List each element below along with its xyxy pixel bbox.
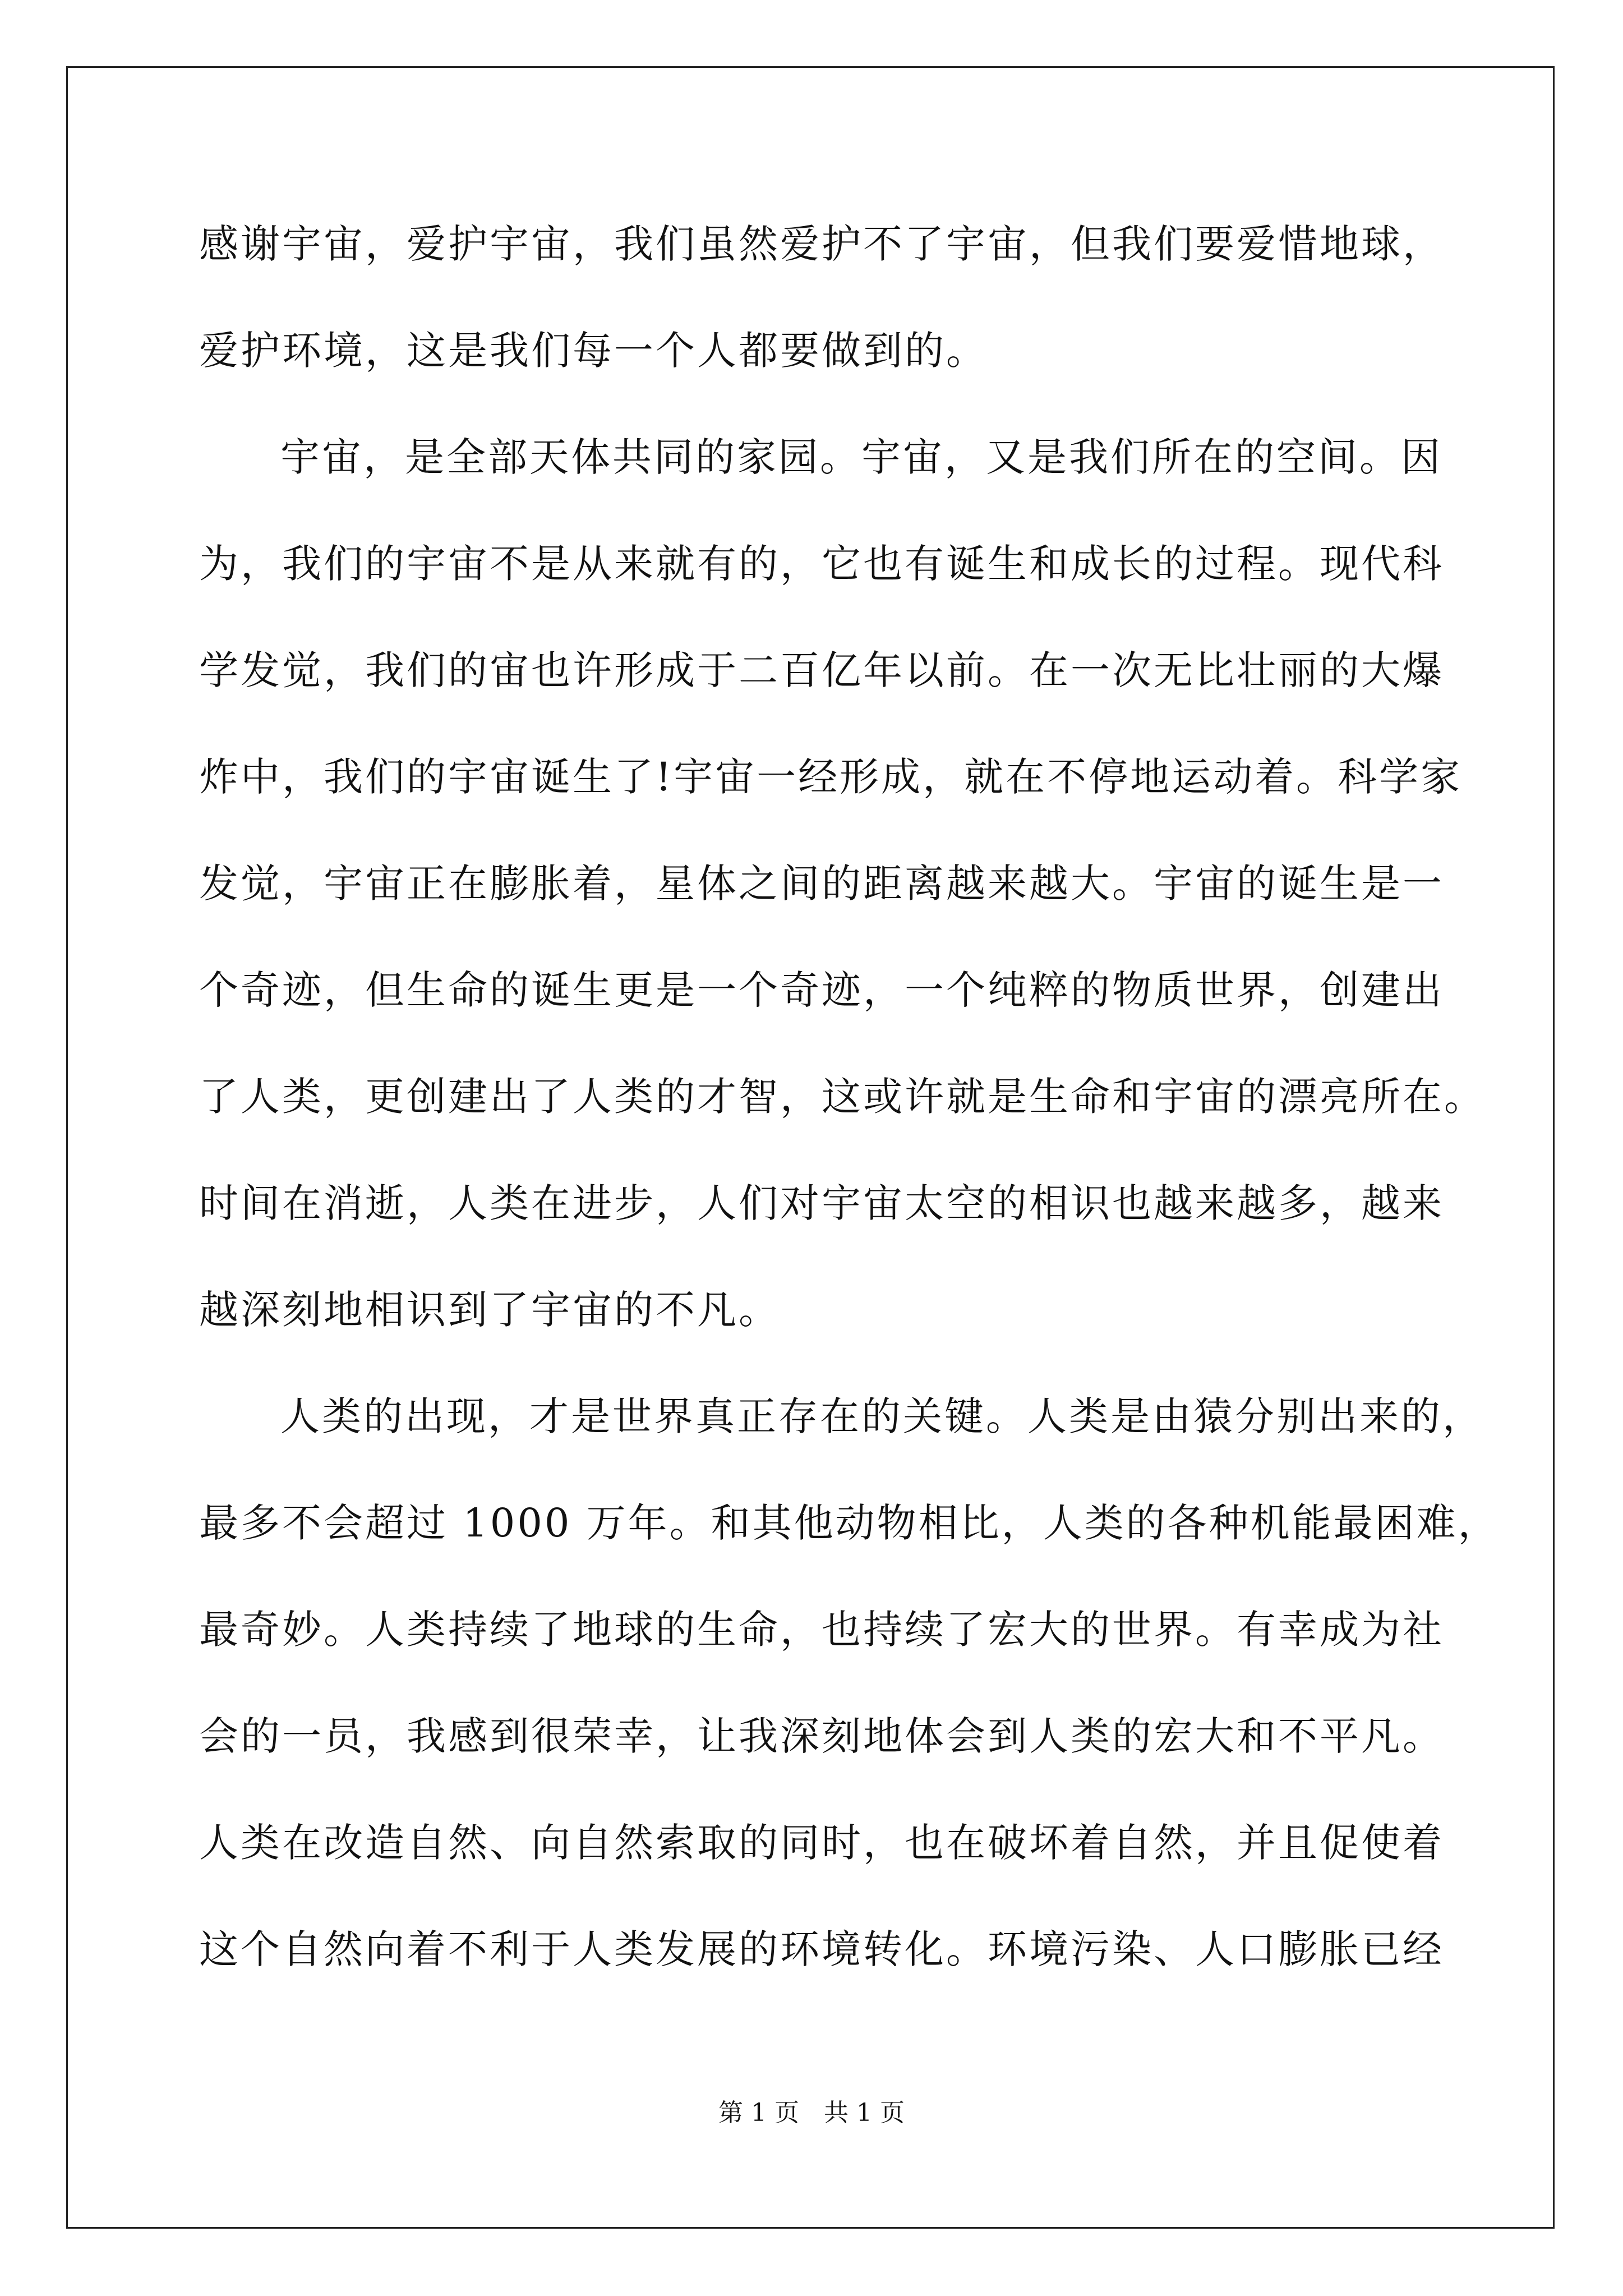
- text-line: 爱护环境，这是我们每一个人都要做到的。: [199, 328, 988, 374]
- page-footer: 第 1 页 共 1 页: [718, 2099, 905, 2127]
- text-line: 了人类，更创建出了人类的才智，这或许就是生命和宇宙的漂亮所在。: [199, 1074, 1486, 1120]
- text-line: 感谢宇宙，爱护宇宙，我们虽然爱护不了宇宙，但我们要爱惜地球，: [199, 221, 1444, 267]
- text-line: 学发觉，我们的宙也许形成于二百亿年以前。在一次无比壮丽的大爆: [199, 647, 1444, 693]
- text-line: 为，我们的宇宙不是从来就有的，它也有诞生和成长的过程。现代科: [199, 541, 1444, 587]
- text-line: 会的一员，我感到很荣幸，让我深刻地体会到人类的宏大和不平凡。: [199, 1713, 1444, 1759]
- text-line: 最多不会超过 1000 万年。和其他动物相比，人类的各种机能最困难，: [199, 1500, 1500, 1546]
- text-line: 最奇妙。人类持续了地球的生命，也持续了宏大的世界。有幸成为社: [199, 1607, 1444, 1653]
- text-line: 越深刻地相识到了宇宙的不凡。: [199, 1287, 780, 1333]
- text-line: 个奇迹，但生命的诞生更是一个奇迹，一个纯粹的物质世界，创建出: [199, 967, 1444, 1013]
- text-line: 宇宙，是全部天体共同的家园。宇宙，又是我们所在的空间。因: [280, 434, 1442, 480]
- text-line: 这个自然向着不利于人类发展的环境转化。环境污染、人口膨胀已经: [199, 1926, 1444, 1972]
- text-line: 发觉，宇宙正在膨胀着，星体之间的距离越来越大。宇宙的诞生是一: [199, 861, 1444, 907]
- text-line: 人类在改造自然、向自然索取的同时，也在破坏着自然，并且促使着: [199, 1820, 1444, 1866]
- text-line: 时间在消逝，人类在进步，人们对宇宙太空的相识也越来越多，越来: [199, 1180, 1444, 1226]
- text-line: 炸中，我们的宇宙诞生了!宇宙一经形成，就在不停地运动着。科学家: [199, 754, 1463, 800]
- page-border: [66, 66, 1555, 2229]
- text-line: 人类的出现，才是世界真正存在的关键。人类是由猿分别出来的，: [280, 1393, 1484, 1439]
